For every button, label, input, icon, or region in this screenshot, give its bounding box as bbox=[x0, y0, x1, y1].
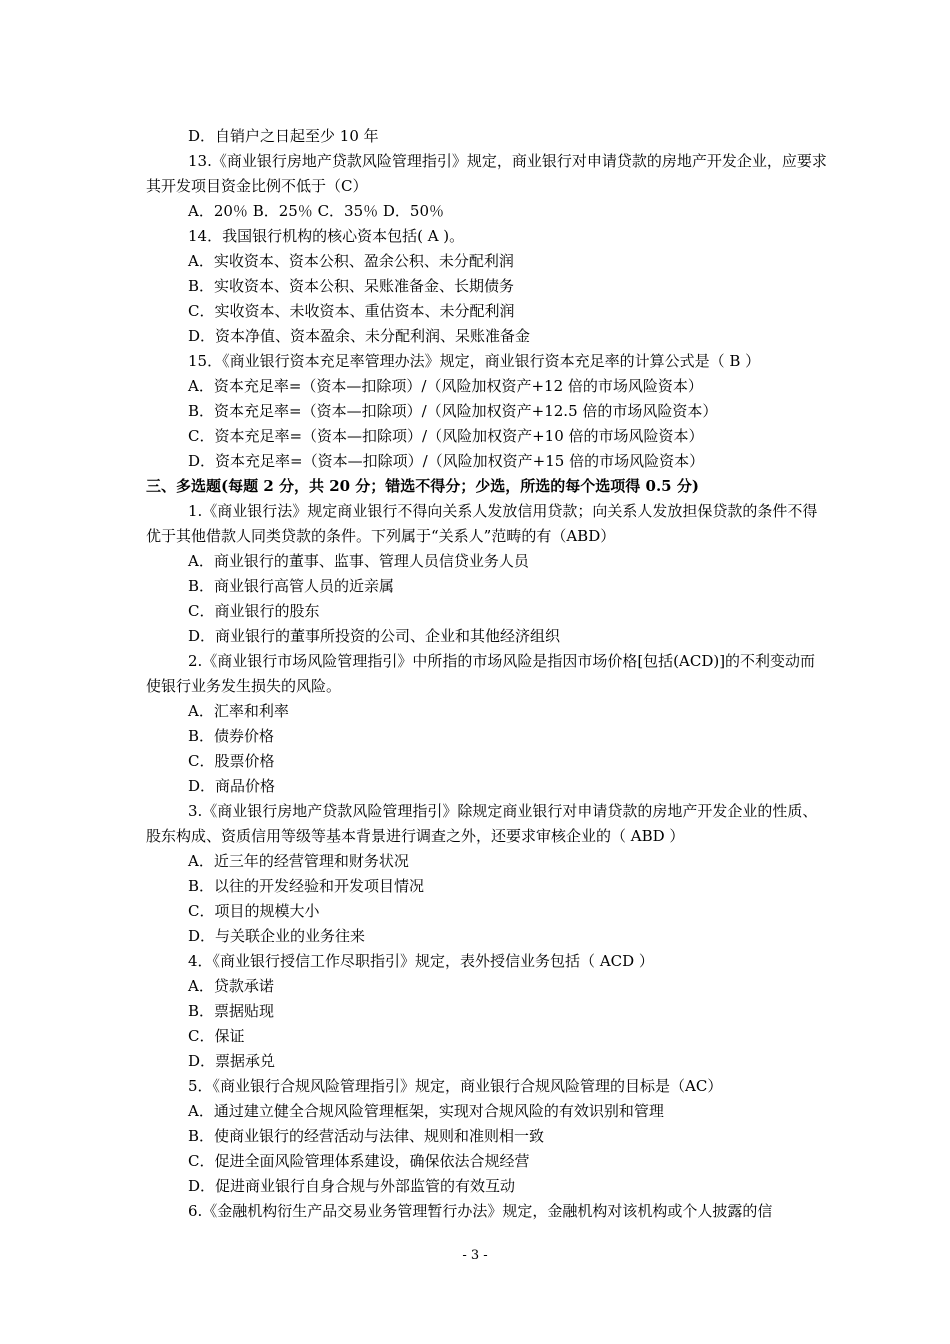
text-line: C．股票价格 bbox=[188, 752, 275, 770]
text-line: 5．《商业银行合规风险管理指引》规定，商业银行合规风险管理的目标是（AC） bbox=[188, 1077, 723, 1095]
page-number: - 3 - bbox=[462, 1248, 488, 1263]
section-heading: 三、多选题(每题 2 分，共 20 分；错选不得分；少选，所选的每个选项得 0.5 分) bbox=[146, 477, 699, 495]
text-line: 14．我国银行机构的核心资本包括( A )。 bbox=[188, 227, 465, 245]
text-line: D．促进商业银行自身合规与外部监管的有效互动 bbox=[188, 1177, 516, 1195]
text-line: 4．《商业银行授信工作尽职指引》规定，表外授信业务包括（ ACD ） bbox=[188, 952, 654, 970]
text-line: C．资本充足率=（资本—扣除项）/（风险加权资产+10 倍的市场风险资本） bbox=[188, 427, 704, 445]
text-line: C．项目的规模大小 bbox=[188, 902, 320, 920]
text-line: D．资本净值、资本盈余、未分配利润、呆账准备金 bbox=[188, 327, 531, 345]
text-line: 2.《商业银行市场风险管理指引》中所指的市场风险是指因市场价格[包括(ACD)]的不利变动而使银行业务发生损失的风险。 bbox=[146, 652, 816, 695]
text-line: A．资本充足率=（资本—扣除项）/（风险加权资产+12 倍的市场风险资本） bbox=[188, 377, 703, 395]
text-line: D．票据承兑 bbox=[188, 1052, 276, 1070]
text-line: 6.《金融机构衍生产品交易业务管理暂行办法》规定，金融机构对该机构或个人披露的信 bbox=[188, 1202, 773, 1220]
text-line: C．保证 bbox=[188, 1027, 245, 1045]
text-line: A．汇率和利率 bbox=[188, 702, 289, 720]
text-line: B．商业银行高管人员的近亲属 bbox=[188, 577, 395, 595]
document-body bbox=[146, 124, 830, 1224]
text-line: D．商业银行的董事所投资的公司、企业和其他经济组织 bbox=[188, 627, 561, 645]
text-line: B．使商业银行的经营活动与法律、规则和准则相一致 bbox=[188, 1127, 545, 1145]
text-line: B．债券价格 bbox=[188, 727, 275, 745]
text-line: 15．《商业银行资本充足率管理办法》规定，商业银行资本充足率的计算公式是（ B ） bbox=[188, 352, 761, 370]
text-line: A．商业银行的董事、监事、管理人员信贷业务人员 bbox=[188, 552, 529, 570]
text-line: D．与关联企业的业务往来 bbox=[188, 927, 366, 945]
text-line: A．近三年的经营管理和财务状况 bbox=[188, 852, 409, 870]
text-line: C．促进全面风险管理体系建设，确保依法合规经营 bbox=[188, 1152, 530, 1170]
text-line: B．票据贴现 bbox=[188, 1002, 275, 1020]
text-line: D．商品价格 bbox=[188, 777, 276, 795]
text-line: B．实收资本、资本公积、呆账准备金、长期债务 bbox=[188, 277, 515, 295]
text-line: A．贷款承诺 bbox=[188, 977, 274, 995]
text-line: D．资本充足率=（资本—扣除项）/（风险加权资产+15 倍的市场风险资本） bbox=[188, 452, 705, 470]
text-line: 3.《商业银行房地产贷款风险管理指引》除规定商业银行对申请贷款的房地产开发企业的性质、股东构成、资质信用等级等基本背景进行调查之外，还要求审核企业的（ ABD ） bbox=[146, 802, 818, 845]
text-line: A．20％ B．25％ C．35％ D．50％ bbox=[188, 202, 445, 220]
text-line: C．商业银行的股东 bbox=[188, 602, 320, 620]
text-line: A．实收资本、资本公积、盈余公积、未分配利润 bbox=[188, 252, 514, 270]
text-line: A．通过建立健全合规风险管理框架，实现对合规风险的有效识别和管理 bbox=[188, 1102, 664, 1120]
text-line: D．自销户之日起至少 10 年 bbox=[188, 127, 379, 145]
text-line: 13.《商业银行房地产贷款风险管理指引》规定，商业银行对申请贷款的房地产开发企业，应要求其开发项目资金比例不低于（C） bbox=[146, 152, 827, 195]
text-line: B．资本充足率=（资本—扣除项）/（风险加权资产+12.5 倍的市场风险资本） bbox=[188, 402, 718, 420]
text-line: B．以往的开发经验和开发项目情况 bbox=[188, 877, 425, 895]
text-line: C．实收资本、未收资本、重估资本、未分配利润 bbox=[188, 302, 515, 320]
text-line: 1.《商业银行法》规定商业银行不得向关系人发放信用贷款；向关系人发放担保贷款的条件不得优于其他借款人同类贷款的条件。下列属于“关系人”范畴的有（ABD） bbox=[146, 502, 818, 545]
